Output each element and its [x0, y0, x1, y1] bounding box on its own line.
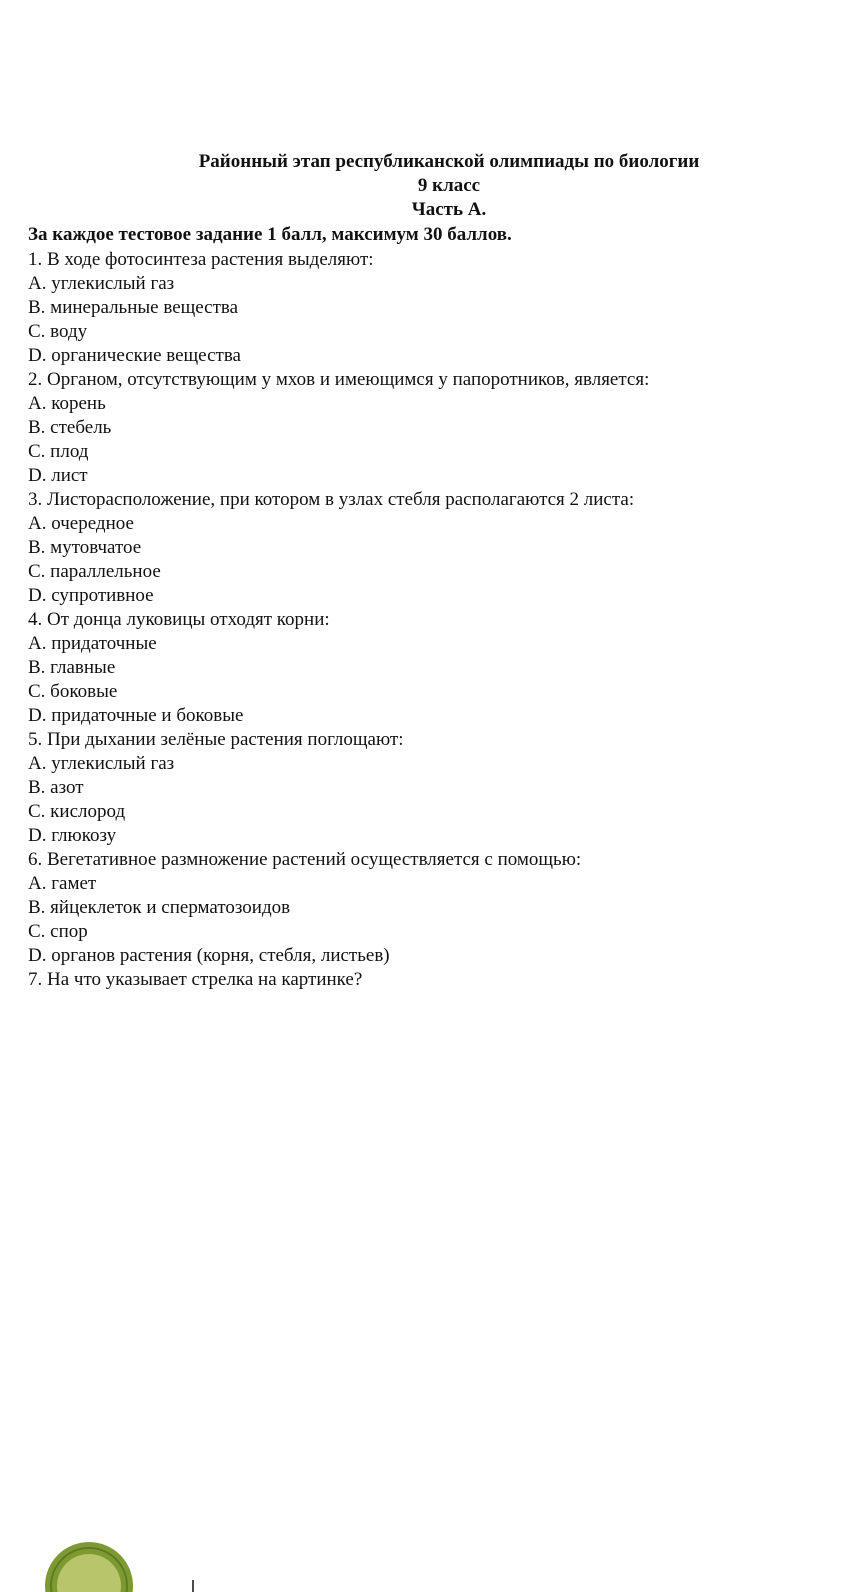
question-4: [28, 608, 838, 728]
answer-option: А. очередное: [28, 513, 134, 534]
answer-option: С. кислород: [28, 801, 126, 822]
answer-option: В. минеральные вещества: [28, 297, 239, 318]
question-text: 5. При дыхании зелёные растения поглощают:: [28, 729, 404, 750]
document-header: [0, 150, 864, 222]
stem-cross-section-image: [44, 1542, 134, 1592]
answer-option: D. органические вещества: [28, 345, 241, 366]
answer-option: А. корень: [28, 393, 106, 414]
part-label: Часть А.: [411, 199, 487, 220]
question-text: 3. Листорасположение, при котором в узлах стебля располагаются 2 листа:: [28, 489, 635, 510]
question-1: [28, 248, 838, 368]
answer-option: А. гамет: [28, 873, 97, 894]
answer-option: В. мутовчатое: [28, 537, 142, 558]
arrow-svg: [186, 1578, 200, 1592]
question-2: [28, 368, 838, 488]
answer-option: С. боковые: [28, 681, 118, 702]
answer-option: В. главные: [28, 657, 116, 678]
answer-option: С. параллельное: [28, 561, 161, 582]
question-text: 6. Вегетативное размножение растений осуществляется с помощью:: [28, 849, 582, 870]
answer-option: С. плод: [28, 441, 89, 462]
answer-option: В. яйцеклеток и сперматозоидов: [28, 897, 291, 918]
answer-option: А. придаточные: [28, 633, 157, 654]
question-3: [28, 488, 838, 608]
question-text: 2. Органом, отсутствующим у мхов и имеющимся у папоротников, является:: [28, 369, 650, 390]
answer-option: С. воду: [28, 321, 88, 342]
question-5: [28, 728, 838, 848]
answer-option: В. азот: [28, 777, 84, 798]
question-text: 7. На что указывает стрелка на картинке?: [28, 969, 363, 990]
question-text: 4. От донца луковицы отходят корни:: [28, 609, 330, 630]
olympiad-title: Районный этап республиканской олимпиады по биологии: [198, 151, 700, 172]
answer-option: D. супротивное: [28, 585, 154, 606]
question-text: 1. В ходе фотосинтеза растения выделяют:: [28, 249, 374, 270]
question-7: [28, 968, 838, 992]
scoring-instructions: За каждое тестовое задание 1 балл, максимум 30 баллов.: [28, 224, 512, 245]
pointer-arrow-icon: [186, 1578, 200, 1592]
plant-figure-svg: [44, 1542, 134, 1592]
answer-option: В. стебель: [28, 417, 112, 438]
question-6: [28, 848, 838, 968]
answer-option: А. углекислый газ: [28, 273, 175, 294]
answer-option: D. лист: [28, 465, 88, 486]
test-content: [28, 222, 838, 992]
answer-option: С. спор: [28, 921, 88, 942]
answer-option: А. углекислый газ: [28, 753, 175, 774]
grade-label: 9 класс: [417, 175, 481, 196]
answer-option: D. органов растения (корня, стебля, листьев): [28, 945, 390, 966]
answer-option: D. глюкозу: [28, 825, 117, 846]
answer-option: D. придаточные и боковые: [28, 705, 244, 726]
